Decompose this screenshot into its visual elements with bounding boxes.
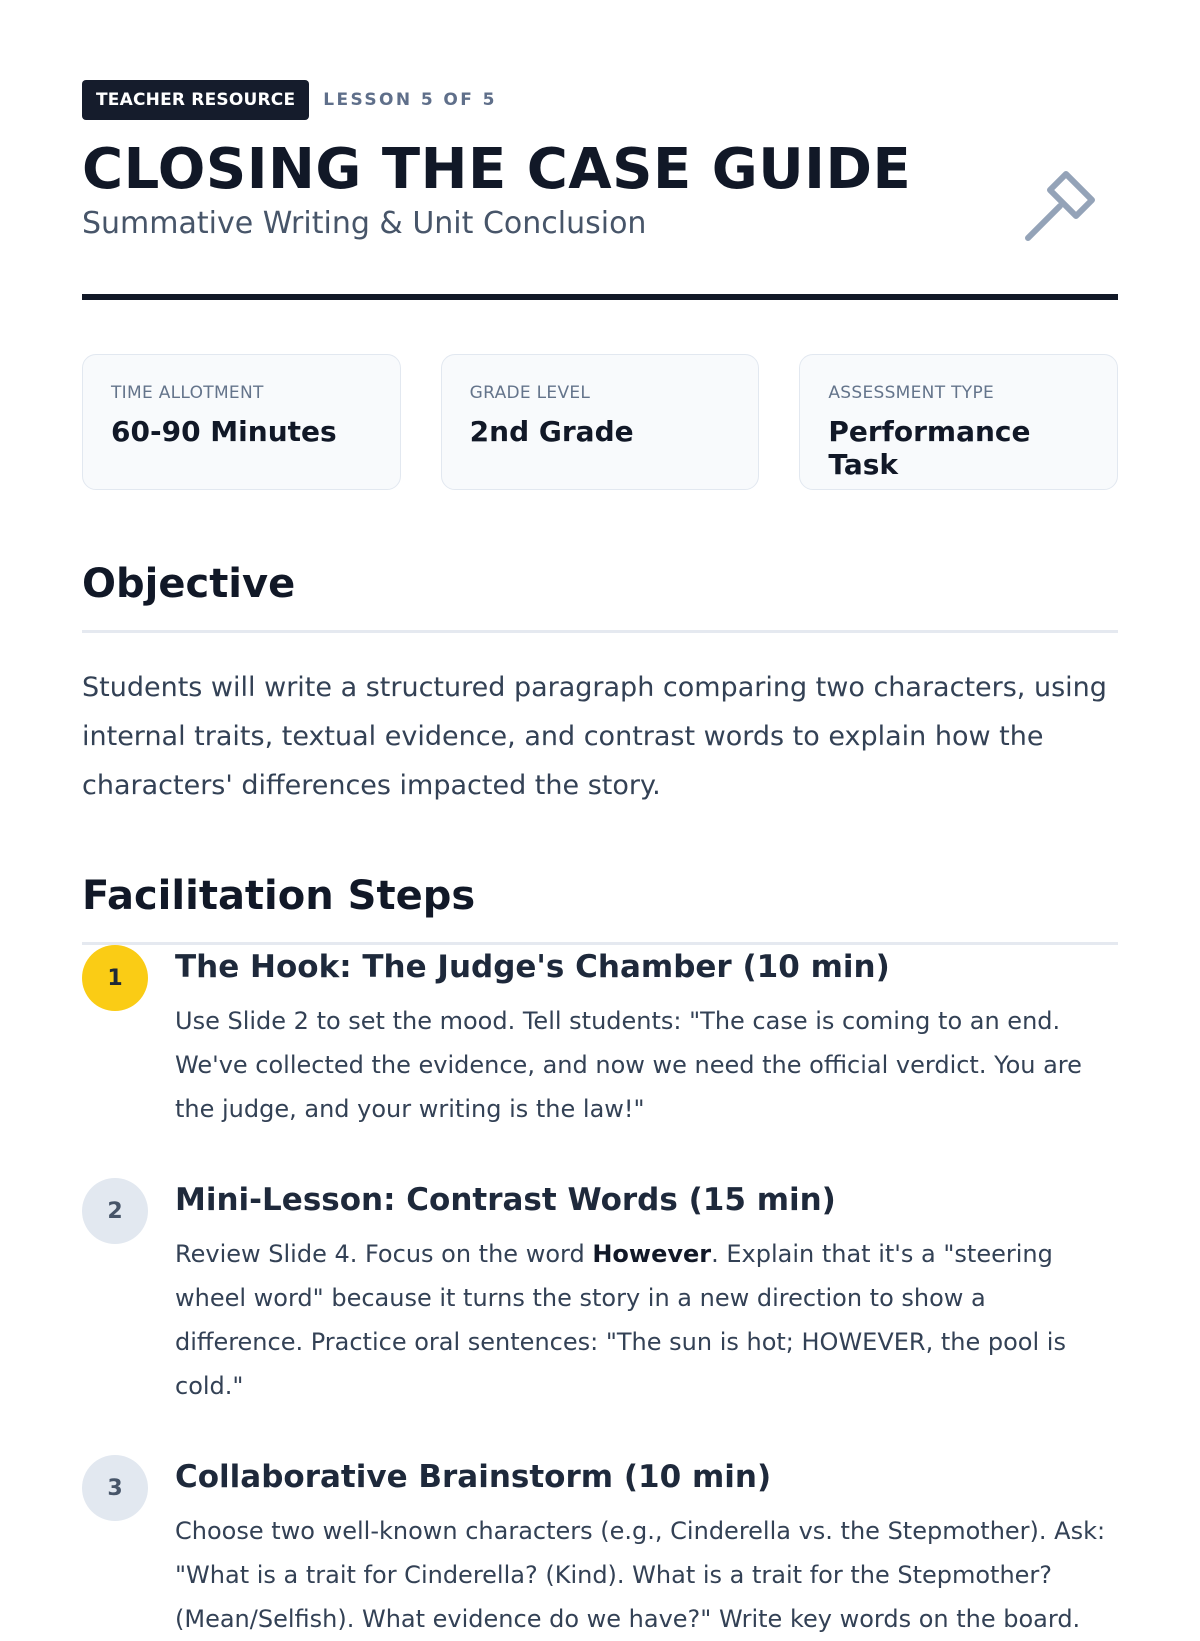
info-cards — [82, 354, 1118, 490]
step-title: Collaborative Brainstorm (10 min) — [175, 1459, 772, 1495]
page-subtitle: Summative Writing & Unit Conclusion — [82, 206, 647, 241]
lesson-indicator: LESSON 5 OF 5 — [323, 90, 497, 110]
step-body — [175, 1178, 1118, 1408]
step-item — [82, 1455, 1118, 1641]
facilitation-steps-section — [82, 872, 1118, 1641]
card-assessment-type — [799, 354, 1118, 490]
step-body — [175, 1455, 1118, 1641]
card-time-allotment — [82, 354, 401, 490]
step-title: Mini-Lesson: Contrast Words (15 min) — [175, 1182, 836, 1218]
card-label: GRADE LEVEL — [469, 383, 591, 403]
step-text: Use Slide 2 to set the mood. Tell students: "The case is coming to an end. We've collected the evidence, and now we need the official verdict. You are the judge, and your writing is the law!" — [175, 1007, 1082, 1123]
card-grade-level — [441, 354, 760, 490]
card-label: TIME ALLOTMENT — [111, 383, 264, 403]
emphasized-word: However — [592, 1240, 712, 1268]
card-value: Performance Task — [828, 415, 1031, 481]
objective-section — [82, 560, 1118, 810]
header-divider — [82, 294, 1118, 300]
facilitation-steps-heading: Facilitation Steps — [82, 873, 476, 919]
section-divider — [82, 630, 1118, 633]
step-text-part: . Explain that it's a "steering wheel word" because it turns the story in a new direction to show a difference. Practice oral sentences: "The sun is hot; HOWEVER, the pool is cold." — [175, 1240, 1066, 1400]
step-text-part: Review Slide 4. Focus on the word — [175, 1240, 593, 1268]
page-title: CLOSING THE CASE GUIDE — [82, 137, 912, 202]
objective-text: Students will write a structured paragraph comparing two characters, using internal traits, textual evidence, and contrast words to explain how the characters' differences impacted the story. — [82, 672, 1107, 801]
card-value: 2nd Grade — [469, 415, 634, 448]
step-title: The Hook: The Judge's Chamber (10 min) — [175, 949, 890, 985]
step-item — [82, 1178, 1118, 1408]
step-number-badge: 3 — [82, 1455, 148, 1521]
gavel-icon — [1018, 168, 1098, 248]
resource-badge: TEACHER RESOURCE — [82, 80, 309, 120]
step-number-badge: 1 — [82, 945, 148, 1011]
step-number-badge: 2 — [82, 1178, 148, 1244]
step-item — [82, 945, 1118, 1131]
step-text: Choose two well-known characters (e.g., Cinderella vs. the Stepmother). Ask: "What is a trait for Cinderella? (Kind). What is a trait for the Stepmother? (Mean/Selfish). What evidence do we have?" Write key words on the board. — [175, 1517, 1106, 1633]
step-body — [175, 945, 1118, 1131]
card-label: ASSESSMENT TYPE — [828, 383, 995, 403]
card-value: 60-90 Minutes — [111, 415, 337, 448]
objective-heading: Objective — [82, 561, 296, 607]
header-meta — [82, 80, 1118, 120]
step-text — [175, 1232, 1118, 1408]
